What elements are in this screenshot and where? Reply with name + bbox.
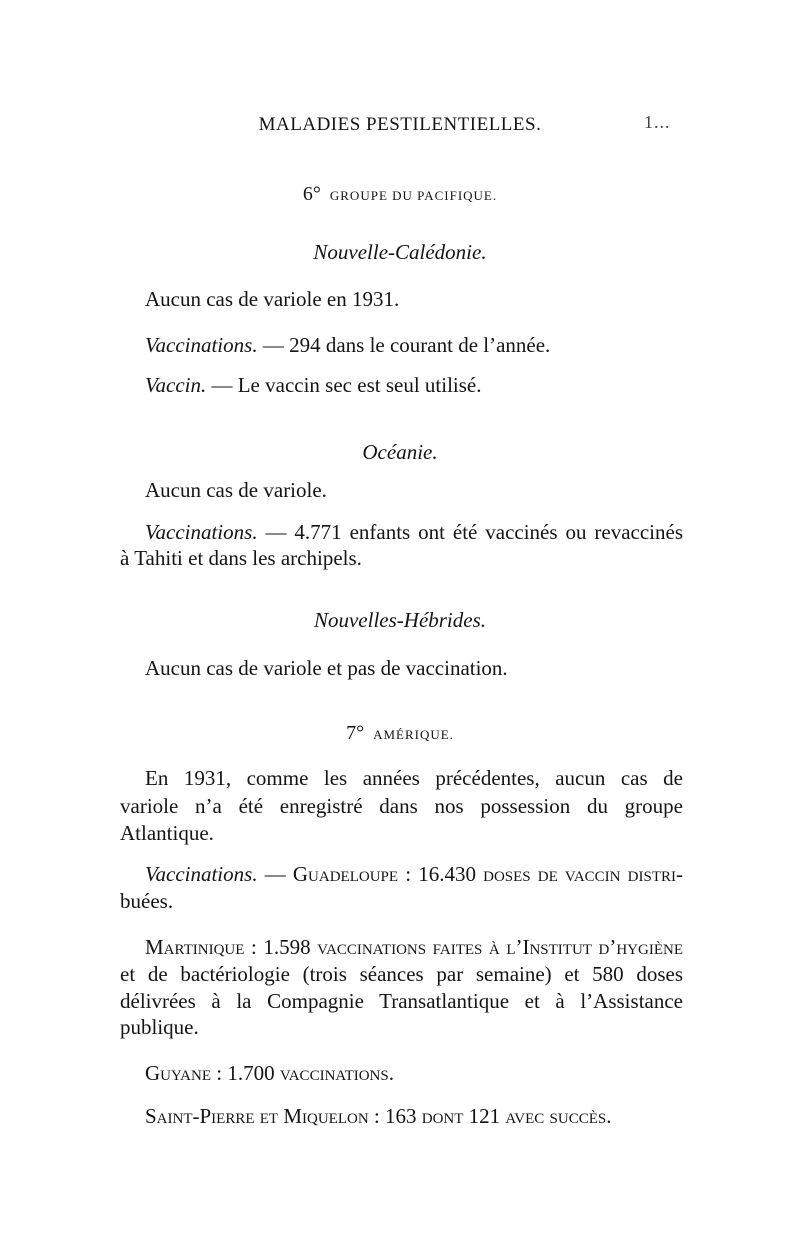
section-title: GROUPE DU PACIFIQUE. xyxy=(329,188,498,203)
page-number: 1... xyxy=(644,112,671,132)
paragraph xyxy=(145,333,550,358)
section-heading-pacifique xyxy=(0,183,800,206)
paragraph-line: délivrées à la Compagnie Transatlantique et à l’Assistance xyxy=(120,989,683,1013)
paragraph xyxy=(145,373,481,398)
paragraph: Guyane : 1.700 vaccinations. xyxy=(145,1061,394,1085)
section-number: 7° xyxy=(346,722,365,744)
section-number: 6° xyxy=(302,183,321,205)
paragraph-text: — 4.771 enfants ont été vaccinés ou revaccinés xyxy=(257,520,683,544)
subheading-nouvelles-hebrides: Nouvelles-Hébrides. xyxy=(313,608,487,632)
paragraph: Aucun cas de variole. xyxy=(145,478,327,502)
paragraph-line: à Tahiti et dans les archipels. xyxy=(120,546,362,570)
paragraph: Aucun cas de variole et pas de vaccination. xyxy=(145,656,508,680)
paragraph-line xyxy=(145,862,683,887)
paragraph-label: Vaccinations. xyxy=(145,520,258,544)
paragraph-text: — 294 dans le courant de l’année. xyxy=(257,333,551,357)
paragraph: Saint-Pierre et Miquelon : 163 dont 121 avec succès. xyxy=(145,1104,612,1128)
paragraph-line: et de bactériologie (trois séances par semaine) et 580 doses xyxy=(120,962,683,986)
paragraph-text: — Le vaccin sec est seul utilisé. xyxy=(206,373,482,397)
section-title: AMÉRIQUE. xyxy=(373,727,454,742)
paragraph-line: Atlantique. xyxy=(120,821,214,845)
running-header: MALADIES PESTILENTIELLES. xyxy=(258,114,542,135)
section-heading-amerique xyxy=(0,722,800,745)
paragraph: Aucun cas de variole en 1931. xyxy=(145,287,400,311)
paragraph-line xyxy=(145,520,683,545)
paragraph-line: buées. xyxy=(120,889,174,913)
paragraph-line: variole n’a été enregistré dans nos possession du groupe xyxy=(120,794,683,818)
paragraph-label: Vaccin. xyxy=(145,373,207,397)
subheading-oceanie: Océanie. xyxy=(362,440,438,464)
paragraph-line: En 1931, comme les années précédentes, aucun cas de xyxy=(145,766,683,790)
subheading-nouvelle-caledonie: Nouvelle-Calédonie. xyxy=(313,240,487,264)
paragraph-line: Martinique : 1.598 vaccinations faites à l’Institut d’hygiène xyxy=(145,935,683,959)
paragraph-label: Vaccinations. xyxy=(145,862,258,886)
paragraph-label: Vaccinations. xyxy=(145,333,258,357)
paragraph-text: — Guadeloupe : 16.430 doses de vaccin distri- xyxy=(257,862,683,886)
paragraph-line: publique. xyxy=(120,1015,199,1039)
